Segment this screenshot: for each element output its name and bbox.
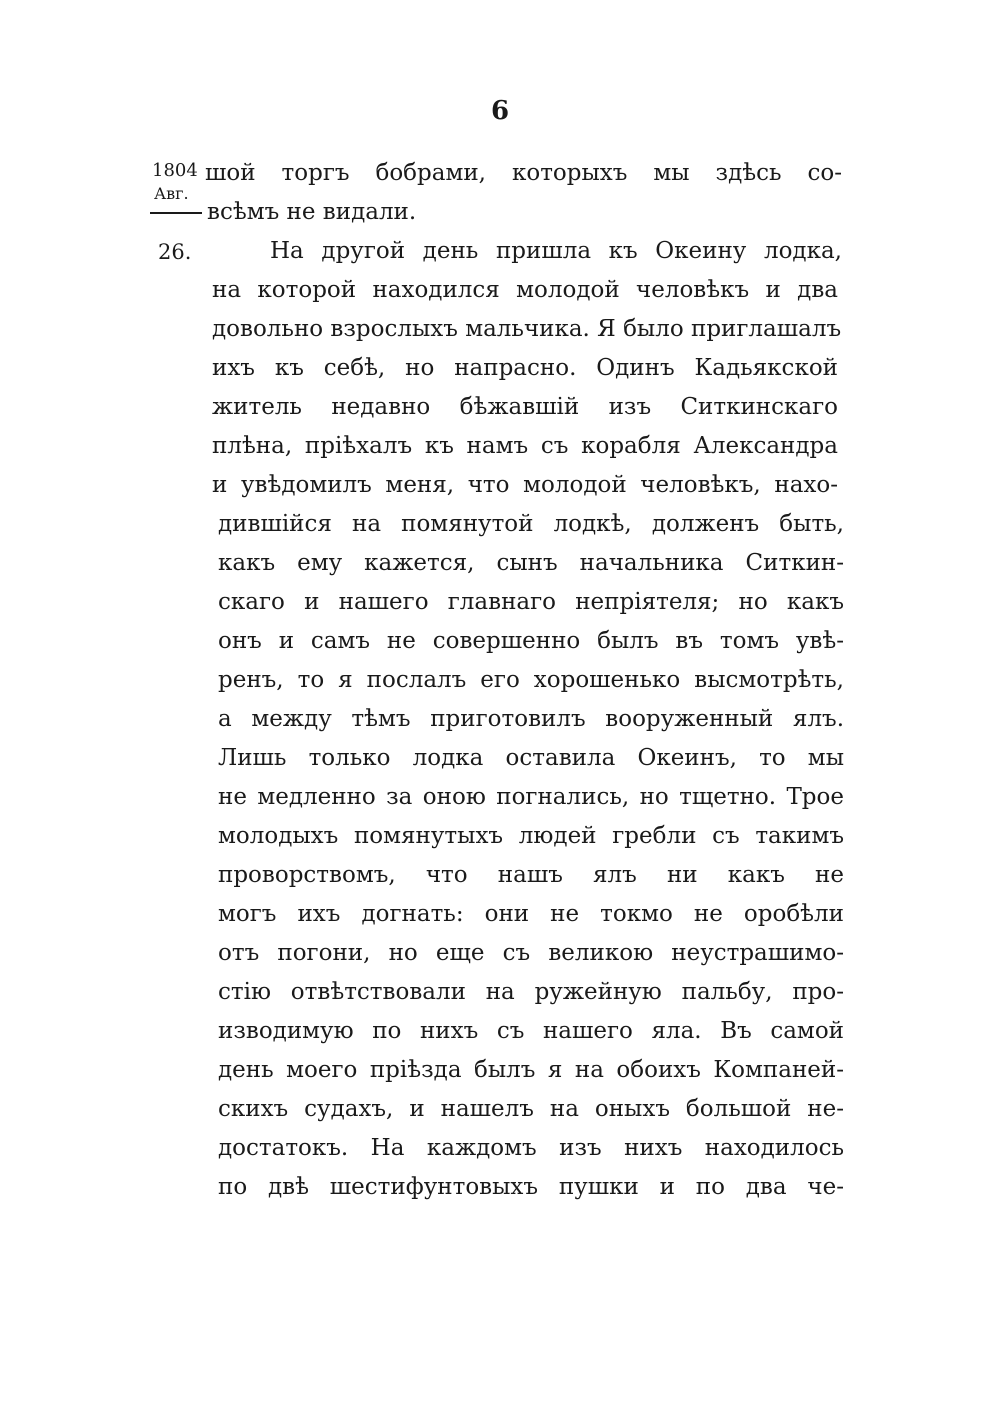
text-line: не медленно за оною погнались, но тщетно. Трое bbox=[218, 784, 844, 810]
text-line: ренъ, то я послалъ его хорошенько высмотрѣть, bbox=[218, 667, 844, 693]
text-line: онъ и самъ не совершенно былъ въ томъ увѣ- bbox=[218, 628, 844, 654]
text-line: Лишь только лодка оставила Океинъ, то мы bbox=[218, 745, 844, 771]
text-line: и увѣдомилъ меня, что молодой человѣкъ, нахо- bbox=[212, 472, 838, 498]
page-number: 6 bbox=[490, 96, 510, 126]
margin-day: 26. bbox=[158, 240, 192, 264]
text-line: достатокъ. На каждомъ изъ нихъ находилось bbox=[218, 1135, 844, 1161]
text-line: дившійся на помянутой лодкѣ, долженъ быть, bbox=[218, 511, 844, 537]
text-line: молодыхъ помянутыхъ людей гребли съ такимъ bbox=[218, 823, 844, 849]
text-line: стію отвѣтствовали на ружейную пальбу, про- bbox=[218, 979, 844, 1005]
text-line: житель недавно бѣжавшій изъ Ситкинскаго bbox=[212, 394, 838, 420]
text-line: плѣна, пріѣхалъ къ намъ съ корабля Александра bbox=[212, 433, 838, 459]
margin-year: 1804 bbox=[152, 160, 198, 181]
text-line: а между тѣмъ приготовилъ вооруженный ялъ. bbox=[218, 706, 844, 732]
text-line: проворствомъ, что нашъ ялъ ни какъ не bbox=[218, 862, 844, 888]
text-line: по двѣ шестифунтовыхъ пушки и по два че- bbox=[218, 1174, 844, 1200]
margin-month: Авг. bbox=[154, 184, 189, 203]
text-line: отъ погони, но еще съ великою неустрашимо- bbox=[218, 940, 844, 966]
text-line: скаго и нашего главнаго непріятеля; но какъ bbox=[218, 589, 844, 615]
text-line: На другой день пришла къ Океину лодка, bbox=[270, 238, 842, 264]
text-line: шой торгъ бобрами, которыхъ мы здѣсь со- bbox=[205, 160, 842, 186]
text-line: изводимую по нихъ съ нашего яла. Въ самой bbox=[218, 1018, 844, 1044]
text-line: всѣмъ не видали. bbox=[207, 199, 417, 225]
text-line: ихъ къ себѣ, но напрасно. Одинъ Кадьякской bbox=[212, 355, 838, 381]
text-line: день моего пріѣзда былъ я на обоихъ Компаней- bbox=[218, 1057, 844, 1083]
text-line: скихъ судахъ, и нашелъ на оныхъ большой не- bbox=[218, 1096, 844, 1122]
text-line: довольно взрослыхъ мальчика. Я было приглашалъ bbox=[212, 316, 842, 342]
text-line: могъ ихъ догнать: они не токмо не оробѣли bbox=[218, 901, 844, 927]
text-line: какъ ему кажется, сынъ начальника Ситкин- bbox=[218, 550, 844, 576]
text-line: на которой находился молодой человѣкъ и два bbox=[212, 277, 838, 303]
margin-divider bbox=[150, 212, 202, 214]
